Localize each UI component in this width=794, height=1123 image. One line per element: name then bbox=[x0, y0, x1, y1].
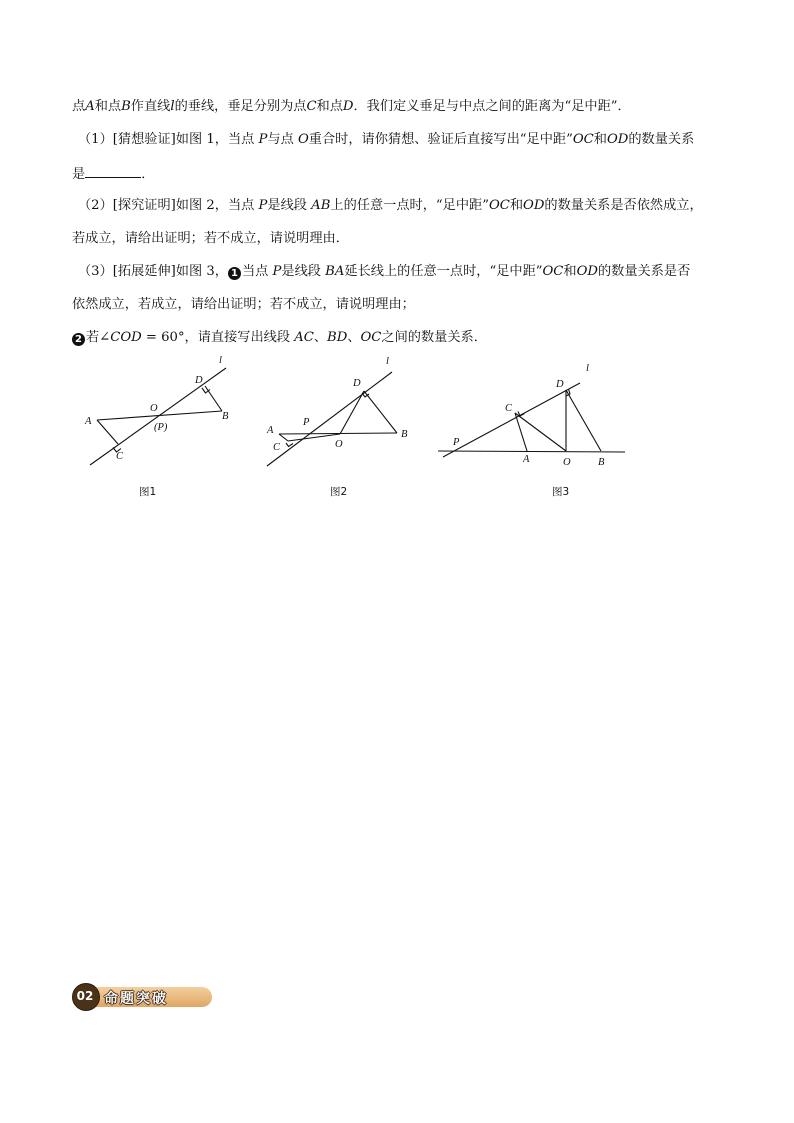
label-l: l bbox=[219, 355, 222, 366]
label-o: O bbox=[563, 457, 571, 468]
segment-pb bbox=[438, 451, 625, 452]
label-c: C bbox=[273, 442, 281, 453]
label-d: D bbox=[353, 378, 361, 389]
label-p: (P) bbox=[154, 422, 168, 433]
question-3-part-2: 2 若∠COD = 60°，请直接写出线段 AC、BD、OC之间的数量关系． bbox=[72, 331, 487, 346]
label-b: B bbox=[222, 411, 229, 422]
question-2-cont: 若成立，请给出证明；若不成立，请说明理由． bbox=[72, 231, 349, 246]
caption-fig2: 图2 bbox=[330, 486, 348, 498]
label-d: D bbox=[556, 379, 564, 390]
label-o: O bbox=[335, 439, 343, 450]
right-angle-c bbox=[286, 443, 293, 447]
label-a: A bbox=[85, 416, 92, 427]
label-a: A bbox=[523, 454, 530, 465]
segment-bd bbox=[566, 390, 601, 451]
label-l: l bbox=[386, 356, 389, 367]
figure-3 bbox=[436, 350, 636, 510]
question-1-answer-line: 是 ． bbox=[72, 167, 155, 182]
question-3-cont: 依然成立，若成立，请给出证明；若不成立，请说明理由； bbox=[72, 297, 415, 312]
label-b: B bbox=[401, 429, 408, 440]
caption-fig3: 图3 bbox=[552, 486, 570, 498]
label-l: l bbox=[586, 363, 589, 374]
line-l bbox=[90, 368, 226, 465]
segment-ac bbox=[97, 420, 118, 444]
label-p: P bbox=[303, 417, 310, 428]
segment-bd bbox=[364, 391, 397, 433]
label-c: C bbox=[505, 403, 513, 414]
segment-oc bbox=[288, 434, 340, 441]
segment-bd bbox=[205, 386, 222, 411]
segment-oc bbox=[515, 413, 566, 451]
label-a: A bbox=[267, 425, 274, 436]
question-3: （3）[拓展延伸]如图 3， 1 当点 P是线段 BA延长线上的任意一点时，“足中距”OC和OD的数量关系是否 bbox=[78, 264, 691, 279]
label-p: P bbox=[453, 437, 460, 448]
segment-ab bbox=[97, 411, 222, 420]
section-title: 命题突破 bbox=[104, 991, 168, 1007]
question-1: （1）[猜想验证]如图 1，当点 P与点 O重合时，请你猜想、验证后直接写出“足中距”OC和OD的数量关系 bbox=[78, 132, 695, 147]
label-c: C bbox=[116, 451, 124, 462]
question-2: （2）[探究证明]如图 2，当点 P是线段 AB上的任意一点时，“足中距”OC和OD的数量关系是否依然成立， bbox=[78, 198, 703, 213]
figure-1 bbox=[80, 350, 250, 510]
figure-2 bbox=[262, 350, 422, 510]
line-l bbox=[267, 372, 392, 466]
label-b: B bbox=[598, 457, 605, 468]
segment-ac bbox=[279, 434, 288, 441]
circled-number-1: 1 bbox=[228, 267, 241, 280]
segment-od bbox=[340, 391, 364, 434]
label-o: O bbox=[150, 403, 158, 414]
circled-number-2: 2 bbox=[72, 333, 85, 346]
caption-fig1: 图1 bbox=[139, 486, 157, 498]
label-d: D bbox=[195, 375, 203, 386]
section-banner bbox=[72, 983, 212, 1011]
segment-ac bbox=[515, 413, 527, 451]
section-number: 02 bbox=[76, 989, 94, 1003]
problem-intro: 点A和点B作直线l的垂线，垂足分别为点C和点D．我们定义垂足与中点之间的距离为“足中距”． bbox=[72, 99, 631, 114]
answer-blank bbox=[85, 166, 141, 178]
